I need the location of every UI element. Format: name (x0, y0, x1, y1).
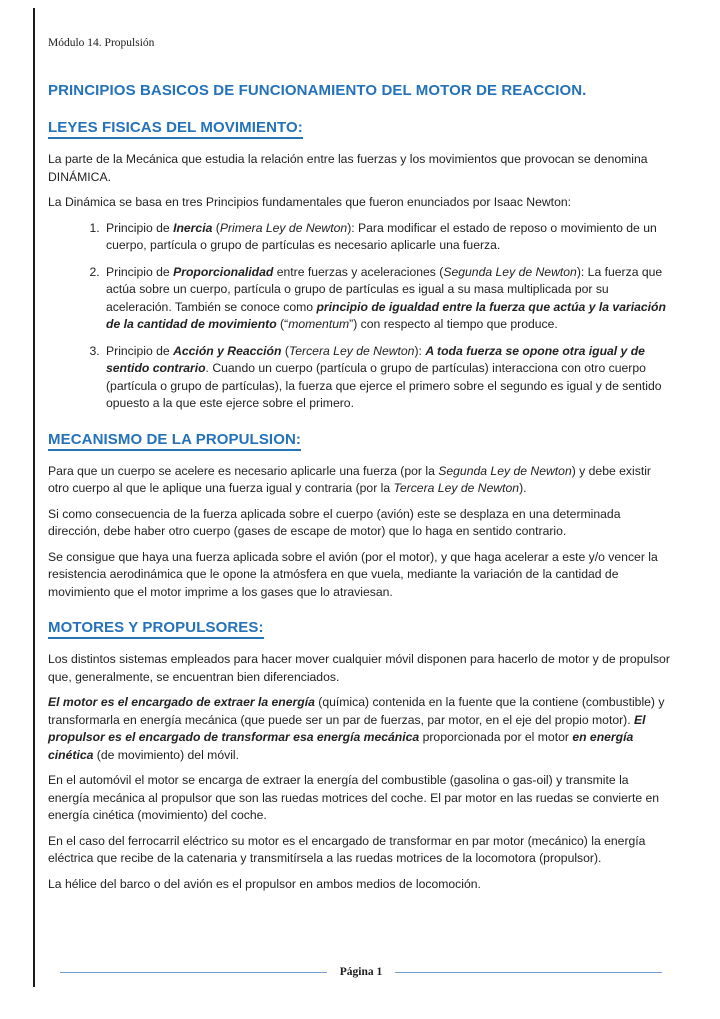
list-item-proporcionalidad (103, 264, 672, 334)
page-header-text: Módulo 14. Propulsión (48, 37, 155, 49)
text-run: entre fuerzas y aceleraciones ( (273, 264, 444, 279)
section-heading-mecanismo-text: MECANISMO DE LA PROPULSION: (48, 431, 301, 451)
text-run: ): Para modificar el estado de reposo o movimiento de un cuerpo, partícula o grupo de partículas es necesario aplicarle una fuerza. (106, 220, 657, 252)
section-heading-motores-text: MOTORES Y PROPULSORES: (48, 619, 264, 639)
section-heading-mecanismo (48, 430, 672, 450)
text-run: Si como consecuencia de la fuerza aplicada sobre el cuerpo (avión) este se desplaza en una determinada dirección, debe haber otro cuerpo (gases de escape de motor) que lo haga en sentido contrario. (48, 506, 621, 538)
text-run: (“ (276, 317, 289, 331)
text-run: (química) contenida en la fuente que la contiene (combustible) y transformarla en energía mecánica (que puede ser un par de fuerzas, par motor, en el eje del propio motor). (48, 695, 665, 727)
text-run: Primera Ley de Newton (219, 220, 348, 235)
text-run: ): (414, 343, 426, 358)
text-run: La Dinámica se basa en tres Principios fundamentales que fueron enunciados por Isaac Newton: (48, 195, 572, 209)
text-run: En el caso del ferrocarril eléctrico su motor es el encargado de transformar en par motor (mecánico) la energía eléctrica que recibe de la catenaria y transmitírsela a las ruedas motrices de la locomotora (propulsor). (48, 833, 646, 865)
section-heading-leyes (48, 118, 672, 138)
text-run: El propulsor es el encargado de transformar esa energía mecánica (48, 712, 646, 744)
text-run: Principio de (106, 220, 174, 235)
text-run: ”) con respecto al tiempo que produce. (349, 317, 558, 331)
footer-rule-right (395, 972, 662, 973)
text-run: momentum (288, 317, 350, 331)
section-heading-leyes-text: LEYES FISICAS DEL MOVIMIENTO: (48, 119, 303, 139)
paragraph-consecuencia-fuerza (48, 506, 672, 541)
text-run: Tercera Ley de Newton (393, 481, 520, 495)
paragraph-fuerza-aceleracion (48, 463, 672, 498)
text-run: Se consigue que haya una fuerza aplicada sobre el avión (por el motor), y que haga acelerar a este y/o vencer la resistencia aerodinámica que le opone la atmósfera en que vuela, mediante la variación de la cantidad de movimiento que el motor imprime a los gases que lo atraviesan. (48, 549, 658, 599)
section-heading-motores (48, 618, 672, 638)
page-footer (60, 966, 662, 978)
footer-rule-left (60, 972, 327, 973)
text-run: Los distintos sistemas empleados para hacer mover cualquier móvil disponen para hacerlo de motor y de propulsor que, generalmente, se encuentran bien diferenciados. (48, 652, 670, 684)
text-run: Principio de (106, 343, 174, 358)
text-run: ): La fuerza que actúa sobre un cuerpo, partícula o grupo de partículas es igual a su masa multiplicada por su aceleración. También se conoce como (106, 264, 663, 314)
text-run: ( (281, 343, 289, 358)
text-run: Proporcionalidad (173, 264, 274, 279)
text-run: principio de igualdad entre la fuerza que actúa y la variación de la cantidad de movimiento (106, 299, 666, 331)
paragraph-dinamica (48, 151, 672, 186)
paragraph-fuerza-avion (48, 549, 672, 602)
list-item-accion-reaccion (103, 343, 672, 413)
newton-principles-list (48, 220, 672, 413)
text-run: Segunda Ley de Newton (438, 463, 572, 478)
paragraph-motor-energia (48, 694, 672, 764)
left-edge-line (33, 8, 35, 987)
text-run: Principio de (106, 264, 174, 279)
text-run: El motor es el encargado de extraer la energía (48, 695, 315, 709)
paragraph-ferrocarril (48, 833, 672, 868)
paragraph-automovil (48, 772, 672, 825)
text-run: Inercia (173, 220, 213, 235)
paragraph-sistemas-motor-propulsor (48, 651, 672, 686)
text-run: . Cuando un cuerpo (partícula o grupo de partículas) interacciona con otro cuerpo (partícula o grupo de partículas), la fuerza que ejerce el primero sobre el segundo es igual y de sentido opuesto a la que este ejerce sobre el primero. (106, 361, 662, 410)
footer-page-number: Página 1 (339, 966, 383, 978)
text-run: Acción y Reacción (173, 343, 282, 358)
text-run: ) y debe existir otro cuerpo al que le aplique una fuerza igual y contraria (por la (48, 463, 651, 495)
document-title: PRINCIPIOS BASICOS DE FUNCIONAMIENTO DEL MOTOR DE REACCION. (48, 82, 587, 99)
text-run: Para que un cuerpo se acelere es necesario aplicarle una fuerza (por la (48, 463, 439, 478)
text-run: En el automóvil el motor se encarga de extraer la energía del combustible (gasolina o gas-oil) y transmite la energía mecánica al propulsor que son las ruedas motrices del coche. El par motor en las ruedas se convierte en energía cinética (movimiento) del coche. (48, 773, 660, 822)
paragraph-helice (48, 876, 672, 894)
text-run: ( (212, 220, 220, 235)
text-run: ). (519, 481, 527, 495)
text-run: La hélice del barco o del avión es el propulsor en ambos medios de locomoción. (48, 876, 481, 891)
list-item-inercia (103, 220, 672, 255)
text-run: Tercera Ley de Newton (288, 343, 415, 358)
page-header (48, 36, 672, 50)
paragraph-newton-intro (48, 194, 672, 212)
text-run: Segunda Ley de Newton (443, 264, 577, 279)
text-run: (de movimiento) del móvil. (93, 747, 240, 762)
text-run: La parte de la Mecánica que estudia la relación entre las fuerzas y los movimientos que provocan se denomina DINÁMICA. (48, 152, 648, 184)
text-run: A toda fuerza se opone otra igual y de sentido contrario (106, 343, 645, 375)
text-run: en energía cinética (48, 730, 634, 762)
text-run: proporcionada por el motor (419, 730, 573, 744)
